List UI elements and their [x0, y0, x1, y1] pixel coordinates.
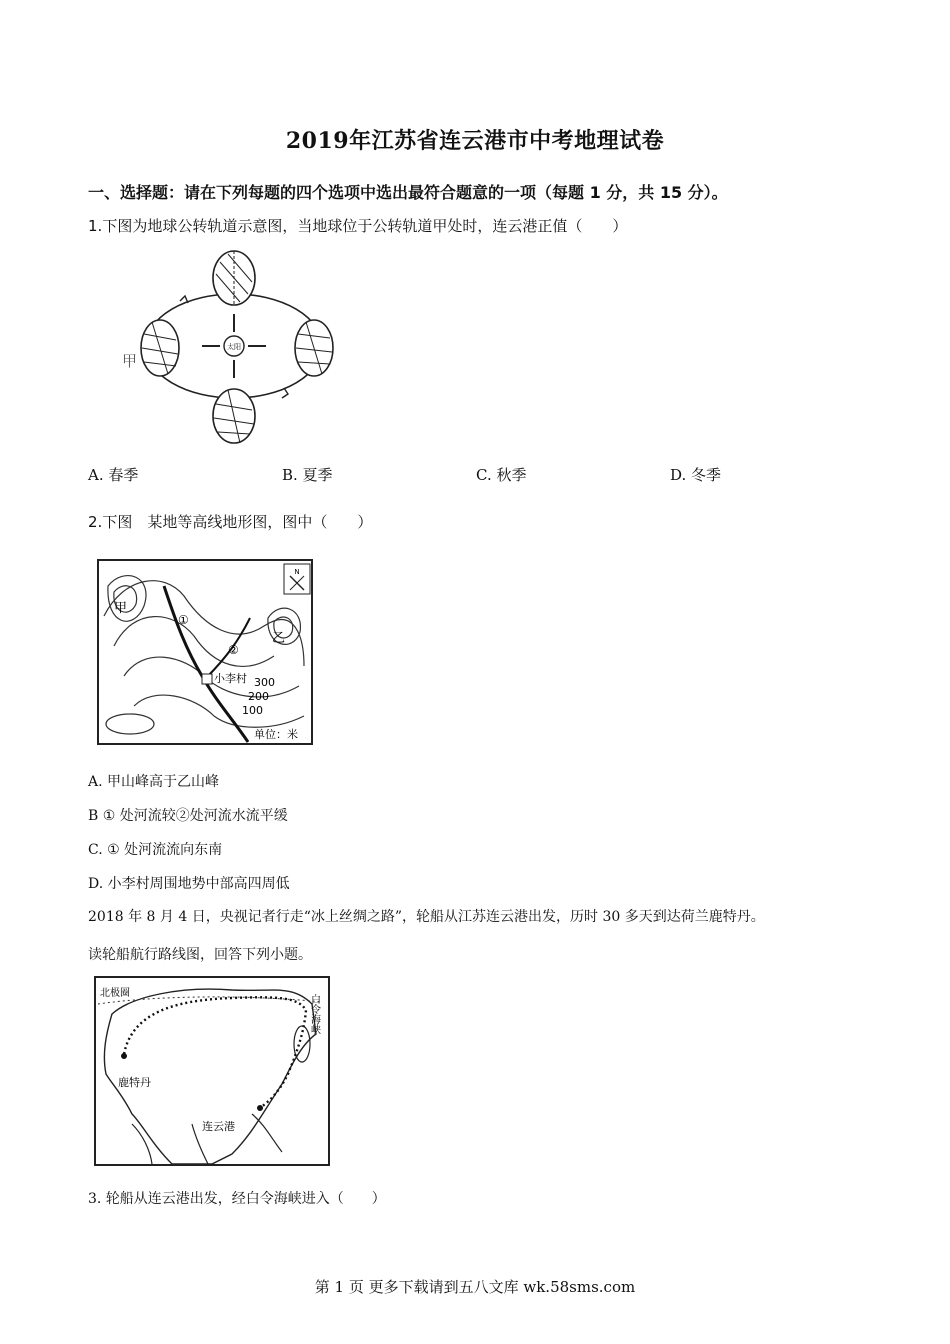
q1-option-d[interactable]: D. 冬季 — [670, 466, 722, 484]
question-1-text: 下图为地球公转轨道示意图，当地球位于公转轨道甲处时，连云港正值（ ） — [102, 217, 628, 235]
contour-100-label: 100 — [242, 704, 263, 717]
sun-label: 太阳 — [227, 343, 241, 351]
q2-option-d[interactable]: D. 小李村周围地势中部高四周低 — [88, 876, 290, 892]
contour-200-label: 200 — [248, 690, 269, 703]
unit-label: 单位：米 — [254, 728, 298, 741]
rotterdam-label: 鹿特丹 — [118, 1076, 151, 1089]
peak-jia-label: 甲 — [114, 601, 128, 616]
orbit-arrow-top — [180, 296, 188, 303]
contour-map — [94, 556, 316, 748]
passage-line-2: 读轮船航行路线图，回答下列小题。 — [88, 947, 312, 963]
village-icon — [202, 674, 212, 684]
orbit-diagram — [110, 248, 350, 446]
earth-top-icon — [213, 251, 255, 305]
q1-option-c[interactable]: C. 秋季 — [476, 466, 527, 484]
q2-option-b[interactable]: B ① 处河流较②处河流水流平缓 — [88, 808, 288, 824]
point-1-label: ① — [178, 613, 189, 627]
q1-option-a[interactable]: A. 春季 — [88, 466, 139, 484]
page-footer: 第 1 页 更多下载请到五八文库 wk.58sms.com — [314, 1278, 636, 1296]
q2-option-a[interactable]: A. 甲山峰高于乙山峰 — [88, 774, 220, 790]
earth-left-icon — [141, 320, 179, 376]
page-title: 2019年江苏省连云港市中考地理试卷 — [285, 128, 665, 154]
rotterdam-point — [121, 1053, 127, 1059]
lianyungang-point — [257, 1105, 263, 1111]
question-1 — [88, 215, 627, 236]
earth-bottom-icon — [213, 389, 255, 443]
peak-yi-label: 乙 — [272, 631, 286, 646]
arctic-circle-label: 北极圈 — [100, 988, 130, 999]
village-label: 小李村 — [214, 672, 247, 685]
q2-option-c[interactable]: C. ① 处河流流向东南 — [88, 842, 223, 858]
earth-right-icon — [295, 320, 333, 376]
question-2-number: 2. — [88, 513, 103, 531]
question-1-number: 1. — [88, 217, 103, 235]
north-label: N — [294, 568, 300, 576]
contour-300-label: 300 — [254, 676, 275, 689]
passage-line-1: 2018 年 8 月 4 日，央视记者行走“冰上丝绸之路”，轮船从江苏连云港出发，历时 30 多天到达荷兰鹿特丹。 — [88, 909, 765, 925]
question-3: 3. 轮船从连云港出发，经白令海峡进入（ ） — [88, 1191, 386, 1207]
question-2 — [88, 511, 372, 532]
strait-label: 白令海峡 — [308, 994, 320, 1034]
position-jia-label: 甲 — [122, 352, 138, 370]
lianyungang-label: 连云港 — [202, 1120, 235, 1133]
question-2-text: 下图 某地等高线地形图，图中（ ） — [102, 513, 373, 531]
point-2-label: ② — [228, 643, 239, 657]
route-map — [92, 974, 332, 1170]
q1-option-b[interactable]: B. 夏季 — [282, 466, 333, 484]
section-heading: 一、选择题：请在下列每题的四个选项中选出最符合题意的一项（每题 1 分，共 15 分）。 — [88, 183, 728, 202]
